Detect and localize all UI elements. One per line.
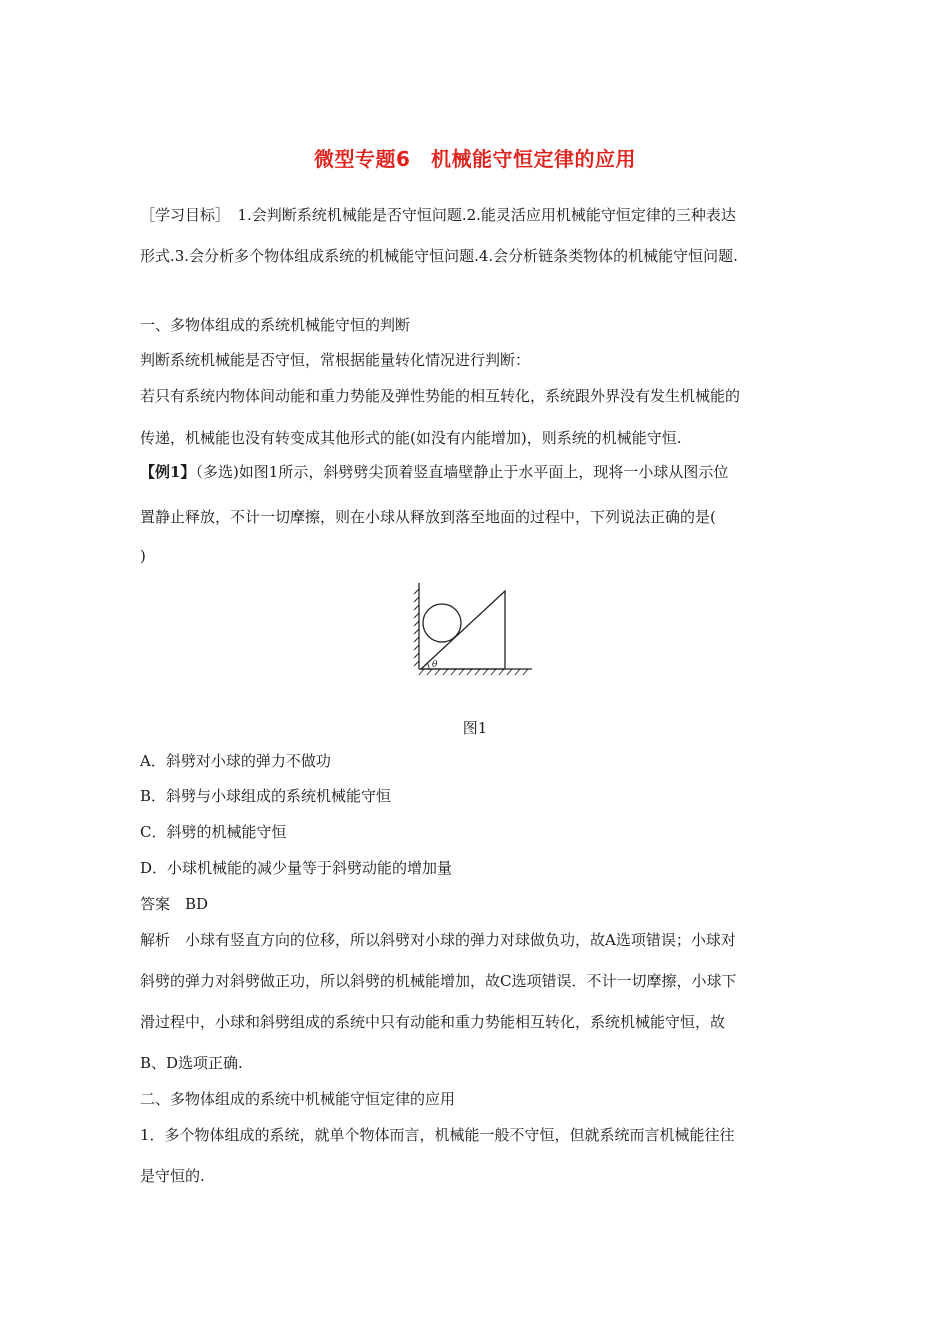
example-label: 【例1】 bbox=[140, 463, 196, 481]
learning-goals-line-1: ［学习目标］ 1.会判断系统机械能是否守恒问题.2.能灵活应用机械能守恒定律的三种表达 bbox=[140, 206, 736, 224]
section-1-paragraph-2-line-1: 若只有系统内物体间动能和重力势能及弹性势能的相互转化，系统跟外界没有发生机械能的 bbox=[140, 387, 741, 405]
page-title: 微型专题6 机械能守恒定律的应用 bbox=[314, 147, 636, 171]
section-2-item-1-line-2: 是守恒的. bbox=[140, 1167, 205, 1185]
analysis-line-3: 滑过程中，小球和斜劈组成的系统中只有动能和重力势能相互转化，系统机械能守恒，故 bbox=[140, 1013, 726, 1031]
analysis-line-1: 解析 小球有竖直方向的位移，所以斜劈对小球的弹力对球做负功，故A选项错误；小球对 bbox=[140, 931, 736, 949]
example-1-line-2: 置静止释放，不计一切摩擦，则在小球从释放到落至地面的过程中，下列说法正确的是( bbox=[140, 508, 716, 526]
section-1-paragraph-1: 判断系统机械能是否守恒，常根据能量转化情况进行判断： bbox=[140, 351, 531, 369]
option-d: D．小球机械能的减少量等于斜劈动能的增加量 bbox=[140, 859, 453, 877]
answer-line: 答案 BD bbox=[140, 895, 209, 913]
theta-label: θ bbox=[432, 660, 438, 670]
example-1-line-3: ) bbox=[140, 547, 146, 565]
wall-hatching bbox=[414, 589, 419, 666]
learning-goals-line-2: 形式.3.会分析多个物体组成系统的机械能守恒问题.4.会分析链条类物体的机械能守恒问题. bbox=[140, 247, 738, 265]
figure-caption: 图1 bbox=[462, 719, 488, 737]
section-1-paragraph-2-line-2: 传递，机械能也没有转变成其他形式的能(如没有内能增加)，则系统的机械能守恒. bbox=[140, 429, 682, 447]
figure-1-incline-diagram bbox=[412, 575, 537, 685]
section-2-heading: 二、多物体组成的系统中机械能守恒定律的应用 bbox=[140, 1090, 456, 1108]
example-question-text: （多选)如图1所示，斜劈劈尖顶着竖直墙壁静止于水平面上，现将一小球从图示位 bbox=[195, 463, 729, 481]
option-b: B．斜劈与小球组成的系统机械能守恒 bbox=[140, 787, 392, 805]
angle-arc bbox=[427, 663, 429, 669]
section-1-heading: 一、多物体组成的系统机械能守恒的判断 bbox=[140, 316, 411, 334]
option-a: A．斜劈对小球的弹力不做功 bbox=[140, 752, 331, 770]
ball-circle bbox=[423, 604, 461, 642]
analysis-line-4: B、D选项正确. bbox=[140, 1054, 243, 1072]
option-c: C．斜劈的机械能守恒 bbox=[140, 823, 287, 841]
section-2-item-1-line-1: 1．多个物体组成的系统，就单个物体而言，机械能一般不守恒，但就系统而言机械能往往 bbox=[140, 1126, 735, 1144]
analysis-line-2: 斜劈的弹力对斜劈做正功，所以斜劈的机械能增加，故C选项错误．不计一切摩擦，小球下 bbox=[140, 972, 737, 990]
wedge-triangle bbox=[421, 591, 505, 669]
example-1-line-1 bbox=[140, 462, 830, 482]
